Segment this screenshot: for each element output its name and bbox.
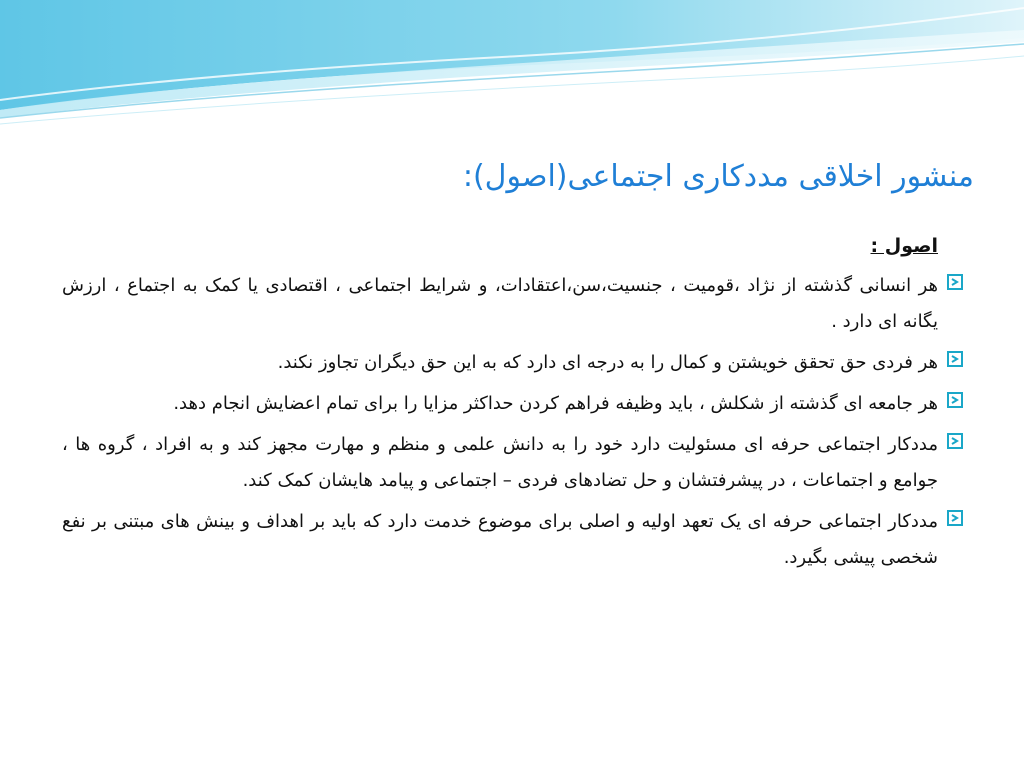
- bullet-text: هر انسانی گذشته از نژاد ،قومیت ، جنسیت،سن،اعتقادات، و شرایط اجتماعی ، اقتصادی یا کمک به اجتماع ، ارزش یگانه ای دارد .: [62, 275, 938, 332]
- bullet-item: [62, 386, 938, 422]
- bullet-item: [62, 345, 938, 381]
- bullet-text: مددکار اجتماعی حرفه ای مسئولیت دارد خود را به دانش علمی و منظم و مهارت مجهز کند و به افراد ، گروه ها ، جوامع و اجتماعات ، در پیشرفتشان و حل تضادهای فردی – اجتماعی و پیامد هایشان کمک کند.: [62, 434, 938, 491]
- bullet-text: هر فردی حق تحقق خویشتن و کمال را به درجه ای دارد که به این حق دیگران تجاوز نکند.: [277, 352, 938, 373]
- checkbox-arrow-icon: [946, 390, 966, 410]
- subheading: اصول :: [870, 235, 938, 257]
- bullet-text: هر جامعه ای گذشته از شکلش ، باید وظیفه فراهم کردن حداکثر مزایا را برای تمام اعضایش انجام دهد.: [173, 393, 938, 414]
- bullet-text: مددکار اجتماعی حرفه ای یک تعهد اولیه و اصلی برای موضوع خدمت دارد که باید بر اهداف و بینش های مبتنی بر نفع شخصی پیشی بگیرد.: [62, 511, 938, 568]
- slide-title: منشور اخلاقی مددکاری اجتماعی(اصول):: [462, 159, 974, 194]
- bullet-item: [62, 268, 938, 340]
- bullet-item: [62, 427, 938, 499]
- checkbox-arrow-icon: [946, 349, 966, 369]
- checkbox-arrow-icon: [946, 508, 966, 528]
- checkbox-arrow-icon: [946, 431, 966, 451]
- checkbox-arrow-icon: [946, 272, 966, 292]
- slide-body: [62, 228, 938, 576]
- header-wave-decoration: [0, 0, 1024, 130]
- bullet-item: [62, 504, 938, 576]
- bullet-list: [62, 268, 938, 576]
